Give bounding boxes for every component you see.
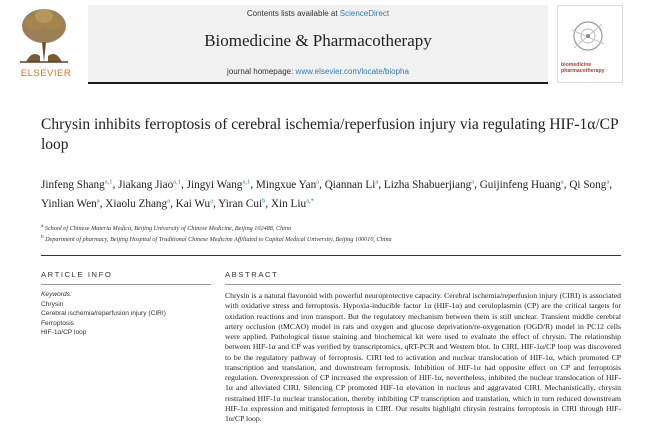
- author-entry: [256, 179, 319, 191]
- affiliation-a-text: School of Chinese Materia Medica, Beijing University of Chinese Medicine, Beijing 102488, China: [44, 225, 292, 233]
- elsevier-logo[interactable]: [14, 6, 74, 78]
- journal-title[interactable]: Biomedicine & Pharmacotherapy: [204, 31, 432, 50]
- author-name[interactable]: Lizha Shabuerjiang: [383, 178, 472, 191]
- author-affiliation-marker[interactable]: a: [560, 178, 564, 185]
- homepage-prefix: journal homepage:: [227, 67, 296, 76]
- sciencedirect-link[interactable]: ScienceDirect: [339, 9, 390, 18]
- author-entry: [105, 198, 170, 210]
- author-affiliation-marker[interactable]: a: [471, 178, 475, 185]
- author-entry: [271, 198, 314, 210]
- author-entry: [41, 179, 113, 191]
- keyword-item: Ferroptosis: [41, 319, 74, 327]
- author-entry: [187, 179, 251, 191]
- author-name[interactable]: Mingxue Yan: [255, 178, 317, 191]
- author-name[interactable]: Kai Wu: [175, 198, 211, 211]
- author-name[interactable]: Qiannan Li: [324, 178, 376, 191]
- abstract-text: Chrysin is a natural flavonoid with powerful neuroprotective capacity. Cerebral ischemia/reperfusion injury (CIRI) is associated with oxidative stress and ferroptosis. Hypoxia-inducible factor 1α (HIF-1α) and ceruloplasmin (CP) are the critical targets for oxidation reactions and iron transport. But the regulatory mechanism between them is still unclear. Transient middle cerebral artery occlusion (tMCAO) model in rats and oxygen and glucose deprivation/re-oxygenation (OGD/R) model in PC12 cells were applied. Pathological tissue staining and biochemical kit were used to evaluate the effect of chrysin. The relationship between HIF-1α and CP was verified by transcriptomics, qRT-PCR and Western blot. In CIRI, HIF-1α/CP loop was discovered to be the regulatory pathway of ferroptosis. CIRI led to activation and nuclear translocation of HIF-1α, which promoted CP transcription and translation, and downstream ferroptosis. Inhibition of HIF-1α had opposite effect on CP and ferroptosis regulation. Overexpression of CP increased the expression of HIF-1α, nevertheless, inhibited the nuclear translocation of HIF-1α and alleviated CIRI. Silencing CP promoted HIF-1α elevation in nucleus and aggravated CIRI. Mechanistically, chrysin restrained HIF-1α nuclear translocation, thereby inhibiting CP transcription and translation, which in turn reduced downstream HIF-1α expression and mitigated ferroptosis in CIRI. Our results highlight chrysin restrains ferroptosis in CIRI through HIF-1α/CP loop.: [225, 291, 621, 423]
- cover-art-icon: [566, 16, 610, 60]
- homepage-link[interactable]: www.elsevier.com/locate/biopha: [295, 67, 409, 76]
- journal-cover[interactable]: [557, 5, 623, 83]
- keyword-item: Cerebral ischemia/reperfusion injury (CIRI): [41, 310, 166, 318]
- author-name[interactable]: Jingyi Wang: [186, 178, 243, 191]
- affiliation-b-marker: b: [41, 234, 44, 240]
- author-entry: [480, 179, 564, 191]
- elsevier-tree-icon: [18, 6, 70, 64]
- author-affiliation-marker[interactable]: a: [167, 197, 171, 205]
- author-entry: [569, 179, 609, 191]
- author-entry: [118, 179, 181, 191]
- author-affiliation-marker[interactable]: a: [316, 178, 320, 185]
- affiliation-a: [41, 223, 621, 232]
- affiliation-b: [41, 234, 621, 243]
- elsevier-wordmark: ELSEVIER: [20, 68, 72, 79]
- author-name[interactable]: Jinfeng Shang: [41, 178, 105, 191]
- author-affiliation-marker[interactable]: a,*: [306, 197, 314, 205]
- author-entry: [176, 198, 213, 210]
- journal-header: [88, 5, 548, 84]
- abstract-heading: ABSTRACT: [225, 270, 279, 279]
- author-affiliation-marker[interactable]: a: [210, 197, 214, 205]
- keyword-item: HIF-1α/CP loop: [41, 329, 87, 337]
- author-affiliation-marker[interactable]: a: [606, 178, 610, 185]
- abstract-rule: [225, 284, 621, 285]
- author-name[interactable]: Qi Song: [569, 178, 607, 191]
- contents-line: [88, 9, 548, 18]
- author-affiliation-marker[interactable]: a,1: [104, 178, 113, 185]
- article-title: Chrysin inhibits ferroptosis of cerebral ischemia/reperfusion injury via regulating HIF-1α/CP loop: [41, 116, 619, 153]
- author-entry: [325, 179, 379, 191]
- keywords-label: Keywords:: [41, 291, 72, 298]
- cover-title: biomedicine pharmacotherapy: [561, 62, 605, 74]
- article-info-heading: ARTICLE INFO: [41, 270, 113, 279]
- author-affiliation-marker[interactable]: a,1: [242, 178, 251, 185]
- author-name[interactable]: Yiran Cui: [218, 198, 263, 211]
- contents-prefix: Contents lists available at: [246, 9, 340, 18]
- author-entry: [41, 198, 100, 210]
- keyword-item: Chrysin: [41, 301, 64, 308]
- author-name[interactable]: Jiakang Jiao: [118, 178, 174, 191]
- author-list: Jinfeng Shang$^{a,1}$, Jiakang Jiao$^{a,1}$, Jingyi Wang$^{a,1}$, Mingxue Yan$^a$, Qiannan Li$^a$, Lizha Shabuerjiang$^a$, Guijinfeng Huang$^a$, Qi Song$^a$, Yinlian Wen$^a$, Xiaolu Zhang$^a$, Kai Wu$^a$, Yiran Cui$^b$, Xin Liu$^{a,*}$: [41, 178, 613, 211]
- author-name[interactable]: Yinlian Wen: [41, 198, 97, 211]
- author-name[interactable]: Guijinfeng Huang: [479, 178, 561, 191]
- author-name[interactable]: Xiaolu Zhang: [105, 198, 168, 211]
- author-affiliation-marker[interactable]: a: [375, 178, 379, 185]
- affiliation-a-marker: a: [41, 223, 44, 229]
- keywords-list: [41, 300, 211, 338]
- author-affiliation-marker[interactable]: a,1: [173, 178, 182, 185]
- homepage-line: [88, 67, 548, 76]
- author-entry: [218, 198, 265, 210]
- header-divider: [41, 255, 621, 256]
- affiliation-b-text: Department of pharmacy, Beijing Hospital of Traditional Chinese Medicine Affiliated to Capital Medical University, Beijing 100010, China: [45, 236, 392, 244]
- author-entry: [384, 179, 474, 191]
- author-name[interactable]: Xin Liu: [270, 198, 307, 211]
- author-affiliation-marker[interactable]: a: [96, 197, 100, 205]
- author-affiliation-marker[interactable]: b: [262, 197, 266, 205]
- article-info-rule: [41, 284, 211, 285]
